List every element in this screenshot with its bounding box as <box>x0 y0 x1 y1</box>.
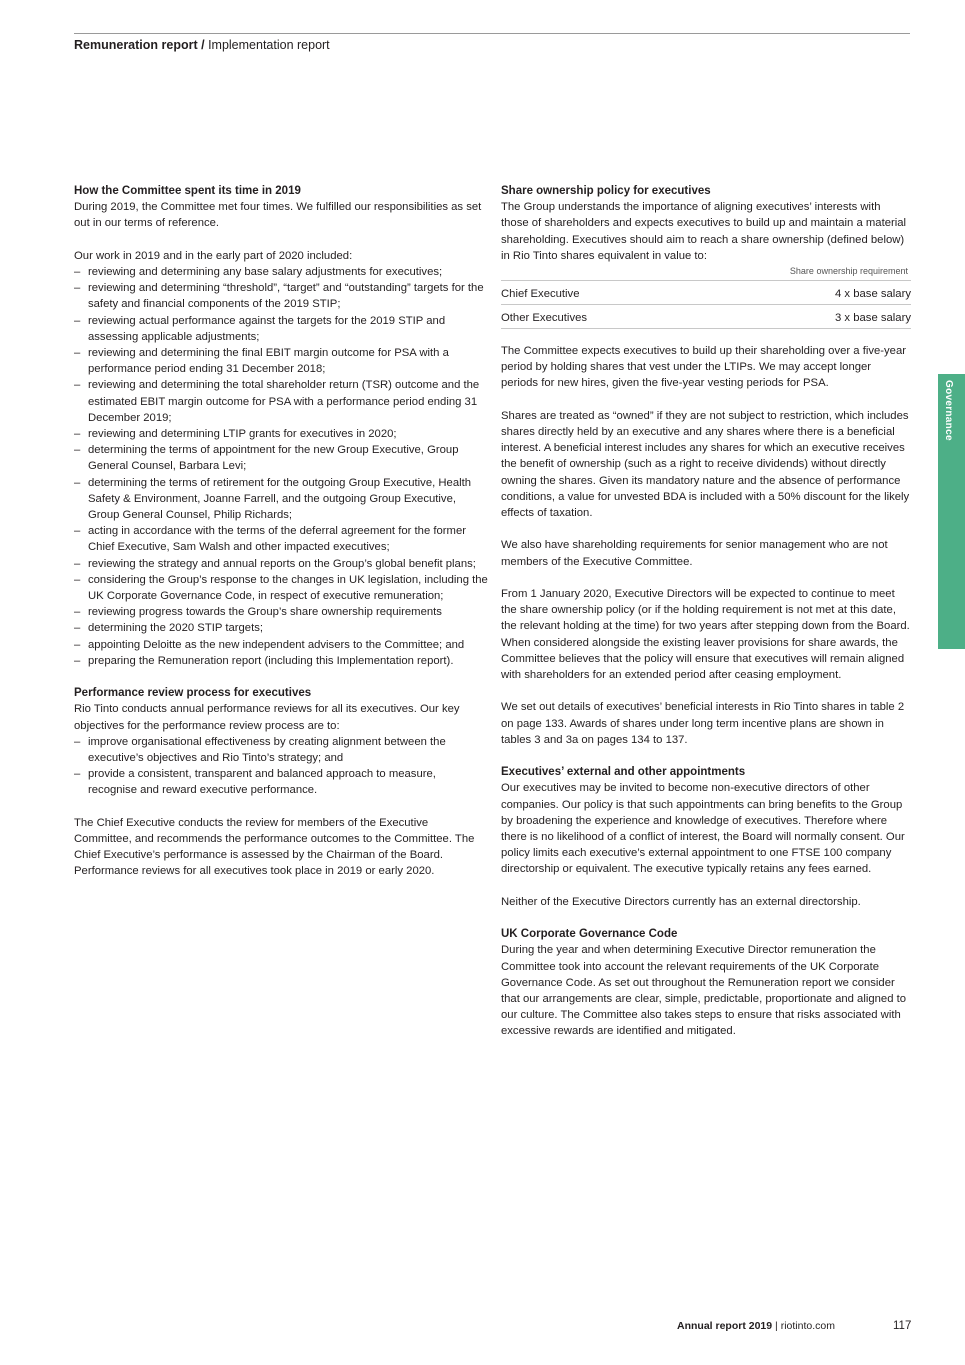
list-item: – reviewing actual performance against the targets for the 2019 STIP and assessing applicable adjustments; <box>74 313 488 345</box>
top-rule <box>74 33 910 34</box>
section-tab-label: Governance <box>943 380 954 441</box>
list-item: – acting in accordance with the terms of the deferral agreement for the former Chief Executive, Sam Walsh and other impacted executives; <box>74 523 488 555</box>
list-item: – preparing the Remuneration report (including this Implementation report). <box>74 653 488 669</box>
header-subsection: Implementation report <box>208 38 330 52</box>
list-item: – reviewing and determining the final EBIT margin outcome for PSA with a performance period ending 31 December 2018; <box>74 345 488 377</box>
requirement-cell: 4 x base salary <box>719 281 911 305</box>
footer-report <box>677 1319 835 1333</box>
list-item: – determining the terms of appointment for the new Group Executive, Group General Counsel, Barbara Levi; <box>74 442 488 474</box>
role-cell: Chief Executive <box>501 281 719 305</box>
list-item: – reviewing and determining LTIP grants for executives in 2020; <box>74 426 488 442</box>
right-column <box>501 183 911 1040</box>
header-section: Remuneration report / <box>74 38 205 52</box>
performance-review-intro: Rio Tinto conducts annual performance reviews for all its executives. Our key objectives for the performance review process are to: <box>74 703 460 732</box>
footer-report-title: Annual report 2019 <box>677 1320 773 1332</box>
share-ownership-paragraph: We set out details of executives’ beneficial interests in Rio Tinto shares in table 2 on page 133. Awards of shares under long term incentive plans are shown in tables 3 and 3a on pages 134 to 137. <box>501 701 905 746</box>
table-header: Share ownership requirement <box>501 265 911 281</box>
share-ownership-paragraph: From 1 January 2020, Executive Directors will be expected to continue to meet the share ownership policy (or if the holding requirement is not met at this date, the relevant holding at the time) for two years after stepping down from the Board. When considered alongside the existing leaver provisions for share awards, the Committee believes that the policy will ensure that executives will remain aligned with shareholders for an extended period after ceasing employment. <box>501 588 910 682</box>
share-ownership-paragraph: Shares are treated as “owned” if they are not subject to restriction, which includes shares directly held by an executive and any shares where there is a beneficial interest. A beneficial interest includes any shares for which an executive receives the benefit of ownership (such as a right to receive dividends) without directly owning the shares. Given its mandatory nature and the absence of performance conditions, a value for unvested BDA is included with a 50% discount for the likely effects of taxation. <box>501 409 910 520</box>
list-item: – considering the Group’s response to the changes in UK legislation, including the UK Corporate Governance Code, in respect of executive remuneration; <box>74 572 488 604</box>
committee-work-intro: Our work in 2019 and in the early part of 2020 included: <box>74 249 353 262</box>
page-header <box>74 37 330 53</box>
share-ownership-intro: The Group understands the importance of aligning executives’ interests with those of shareholders and expects executives to build up and maintain a material shareholding. Executives should aim to reach a share ownership (defined below) in Rio Tinto shares equivalent in value to: <box>501 201 907 262</box>
requirement-cell: 3 x base salary <box>719 305 911 329</box>
table-row <box>501 305 911 329</box>
footer-site: | riotinto.com <box>775 1320 835 1332</box>
external-appointments-heading: Executives’ external and other appointments <box>501 766 746 779</box>
list-item: – provide a consistent, transparent and balanced approach to measure, recognise and reward executive performance. <box>74 766 488 798</box>
list-item: – reviewing and determining the total shareholder return (TSR) outcome and the estimated EBIT margin outcome for PSA with a performance period ending 31 December 2019; <box>74 377 488 426</box>
list-item: – determining the terms of retirement for the outgoing Group Executive, Health Safety & Environment, Joanne Farrell, and the outgoing Group Executive, Group General Counsel, Philip Richards; <box>74 475 488 524</box>
list-item: – reviewing and determining any base salary adjustments for executives; <box>74 264 488 280</box>
list-item: – reviewing and determining “threshold”, “target” and “outstanding” targets for the safety and financial components of the 2019 STIP; <box>74 280 488 312</box>
committee-time-intro: During 2019, the Committee met four times. We fulfilled our responsibilities as set out in our terms of reference. <box>74 201 482 230</box>
table-row <box>501 281 911 305</box>
list-item: – reviewing the strategy and annual reports on the Group’s global benefit plans; <box>74 556 488 572</box>
page-number: 117 <box>893 1320 912 1332</box>
share-ownership-table <box>501 265 911 329</box>
share-ownership-paragraph: We also have shareholding requirements for senior management who are not members of the Executive Committee. <box>501 539 888 568</box>
share-ownership-paragraph: The Committee expects executives to build up their shareholding over a five-year period by holding shares that vest under the LTIPs. We may accept longer periods for new hires, given the five-year vesting periods for PSA. <box>501 345 907 390</box>
performance-review-list <box>74 734 488 799</box>
performance-review-heading: Performance review process for executives <box>74 687 312 700</box>
committee-time-heading: How the Committee spent its time in 2019 <box>74 185 301 197</box>
list-item: – improve organisational effectiveness by creating alignment between the executive’s objectives and Rio Tinto’s strategy; and <box>74 734 488 766</box>
left-column <box>74 183 488 880</box>
list-item: – reviewing progress towards the Group’s share ownership requirements <box>74 604 488 620</box>
committee-work-list <box>74 264 488 669</box>
list-item: – appointing Deloitte as the new independent advisers to the Committee; and <box>74 637 488 653</box>
role-cell: Other Executives <box>501 305 719 329</box>
list-item: – determining the 2020 STIP targets; <box>74 620 488 636</box>
governance-code-body: During the year and when determining Executive Director remuneration the Committee took into account the relevant requirements of the UK Corporate Governance Code. As set out throughout the Remuneration report we consider that our arrangements are clear, simple, predictable, proportionate and aligned to our culture. The Committee also takes steps to ensure that risks associated with excessive rewards are identified and mitigated. <box>501 944 907 1038</box>
performance-review-closing: The Chief Executive conducts the review for members of the Executive Committee, and recommends the performance outcomes to the Committee. The Chief Executive’s performance is assessed by the Chairman of the Board. Performance reviews for all executives took place in 2019 or early 2020. <box>74 816 475 878</box>
governance-code-heading: UK Corporate Governance Code <box>501 928 678 941</box>
external-appointments-body: Our executives may be invited to become non-executive directors of other companies. Our policy is that such appointments can bring benefits to the Group by broadening the experience and knowledge of executives. Therefore where there is no likelihood of a conflict of interest, the Board will normally consent. Our policy limits each executive’s external appointment to one FTSE 100 company directorship or equivalent. The executive typically retains any fees earned. <box>501 782 905 876</box>
share-ownership-heading: Share ownership policy for executives <box>501 185 711 197</box>
external-appointments-note: Neither of the Executive Directors currently has an external directorship. <box>501 895 861 908</box>
